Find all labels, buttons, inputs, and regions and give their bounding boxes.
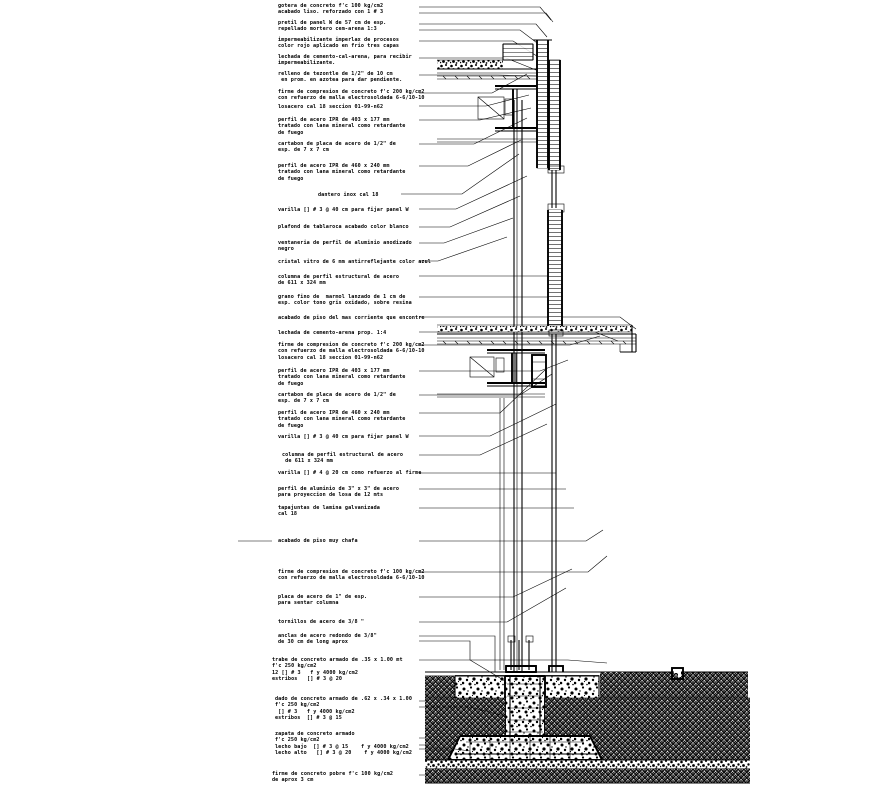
annotation-note	[278, 505, 380, 518]
annotation-note	[275, 696, 412, 722]
curtain-wall-mullion-lower	[548, 210, 562, 332]
annotation-note	[278, 569, 425, 582]
annotation-line: cartabon de placa de acero de 1/2" de	[278, 141, 396, 147]
annotation-line: grano fino de marmol lanzado de 1 cm de	[278, 294, 406, 300]
annotation-line: tratado con lana mineral como retardante	[278, 123, 406, 130]
annotation-line: de aprox 3 cm	[272, 777, 314, 784]
glazing-upper	[548, 166, 564, 212]
annotation-line: gotera de concreto f'c 100 kg/cm2	[278, 3, 384, 9]
annotation-line: tornillos de acero de 3/8 "	[278, 619, 365, 625]
annotation-note	[278, 368, 405, 387]
annotation-line: f'c 250 kg/cm2	[275, 702, 320, 709]
annotation-line: estribos [] # 3 @ 15	[275, 715, 342, 722]
annotation-note	[278, 342, 425, 361]
annotation-line: [] # 3 f y 4000 kg/cm2	[275, 708, 355, 715]
annotation-line: esp. de 7 x 7 cm	[278, 147, 329, 154]
annotation-note	[272, 771, 393, 784]
curtain-wall-mullion-upper	[549, 60, 560, 170]
annotation-line: 12 [] # 3 f y 4000 kg/cm2	[272, 669, 359, 676]
annotation-note	[278, 274, 399, 287]
annotation-note	[278, 37, 399, 50]
annotation-note	[278, 71, 402, 84]
annotation-line: varilla [] # 4 @ 20 cm como refuerzo al firme	[278, 470, 422, 476]
annotation-line: lecho alto [] # 3 @ 20 f y 4000 kg/cm2	[275, 750, 413, 757]
annotation-line: esp. color tono gris oxidado, sobre resina	[278, 300, 412, 307]
annotation-line: firme de compresion de concreto f'c 100 kg/cm2	[278, 569, 425, 575]
annotation-line: en prom. en azotea para dar pendiente.	[278, 77, 403, 84]
annotation-line: perfil de aluminio de 3" x 3" de acero	[278, 486, 400, 492]
annotation-note	[318, 192, 379, 198]
annotation-line: plafond de tablaroca acabado color blanco	[278, 224, 409, 230]
annotation-note	[278, 470, 421, 476]
annotation-line: para sentar columna	[278, 600, 339, 607]
glazing-lower	[549, 330, 563, 674]
annotation-line: perfil de acero IPR de 460 x 240 mm	[278, 163, 390, 169]
annotation-line: dantero inox cal 18	[318, 192, 379, 198]
annotation-line: tratado con lana mineral como retardante	[278, 374, 406, 381]
annotation-note	[278, 392, 396, 405]
annotation-note	[275, 731, 412, 757]
annotation-note	[278, 434, 409, 440]
annotation-note	[278, 20, 386, 33]
annotation-line: zapata de concreto armado	[275, 731, 355, 737]
annotation-note	[278, 619, 364, 625]
annotation-note	[278, 3, 383, 16]
annotation-line: con refuerzo de malla electrosoldada 6-6/10-10	[278, 575, 425, 582]
annotation-line: de fuego	[278, 380, 304, 387]
annotation-line: varilla [] # 3 @ 40 cm para fijar panel W	[278, 207, 409, 213]
annotation-line: firme de compresion de concreto f'c 200 kg/cm2	[278, 89, 425, 95]
annotation-line: tratado con lana mineral como retardante	[278, 169, 406, 176]
annotation-line: impermeabilizante.	[278, 60, 336, 67]
annotation-line: perfil de acero IPR de 403 x 177 mm	[278, 368, 390, 374]
annotation-note	[278, 163, 405, 182]
annotation-line: lechada de cemento-cal-arena, para recibir	[278, 54, 412, 60]
annotation-line: de 611 x 324 mm	[282, 458, 333, 465]
annotation-line: acabado de piso del mas corriente que encontre	[278, 315, 425, 321]
annotation-line: firme de compresion de concreto f'c 200 kg/cm2	[278, 342, 425, 348]
annotation-note	[278, 330, 386, 336]
floor-slab-assembly	[437, 325, 636, 397]
annotation-line: esp. de 7 x 7 cm	[278, 398, 329, 405]
annotation-line: para proyeccion de losa de 12 mts	[278, 492, 384, 499]
annotation-note	[278, 410, 405, 429]
annotation-line: columna de perfil estructural de acero	[278, 274, 400, 280]
annotation-note	[278, 294, 412, 307]
annotation-line: f'c 250 kg/cm2	[272, 663, 317, 670]
annotation-note	[278, 141, 396, 154]
annotation-line: con refuerzo de malla electrosoldada 6-6/10-10	[278, 348, 425, 355]
annotation-line: perfil de acero IPR de 460 x 240 mm	[278, 410, 390, 416]
annotation-line: tratado con lana mineral como retardante	[278, 416, 406, 423]
annotation-note	[272, 657, 403, 683]
annotation-line: negro	[278, 246, 294, 253]
annotation-note	[278, 117, 405, 136]
annotation-note	[278, 224, 409, 230]
annotation-line: acabado liso. reforzado con 1 # 3	[278, 9, 384, 16]
annotation-line: estribos [] # 3 @ 20	[272, 676, 343, 683]
annotation-line: firme de concreto pobre f'c 100 kg/cm2	[272, 771, 394, 777]
annotation-line: con refuerzo de malla electrosoldada 6-6/10-10	[278, 95, 425, 102]
annotation-line: losacero cal 18 seccion 01-99-n62	[278, 354, 384, 361]
annotation-note	[278, 486, 399, 499]
annotation-line: lecho bajo [] # 3 @ 15 f y 4000 kg/cm2	[275, 743, 409, 750]
annotation-note	[278, 315, 425, 321]
annotation-line: impermeabilizante imperlax de procesos	[278, 37, 400, 43]
annotation-line: columna de perfil estructural de acero	[282, 452, 404, 458]
annotation-line: f'c 250 kg/cm2	[275, 737, 320, 744]
annotation-line: cartabon de placa de acero de 1/2" de	[278, 392, 396, 398]
annotation-line: dado de concreto armado de .62 x .34 x 1.00	[275, 696, 413, 702]
annotation-line: perfil de acero IPR de 403 x 177 mm	[278, 117, 390, 123]
annotation-note	[278, 594, 367, 607]
annotation-line: lechada de cemento-arena prop. 1:4	[278, 330, 387, 336]
annotation-line: de 30 cm de long aprox	[278, 639, 349, 646]
annotation-note	[278, 240, 412, 253]
annotation-note	[278, 104, 383, 110]
annotation-note	[278, 54, 412, 67]
annotation-line: tapajuntas de lamina galvanizada	[278, 505, 380, 511]
annotation-line: de fuego	[278, 129, 304, 136]
annotation-line: anclas de acero redondo de 3/8"	[278, 633, 377, 639]
annotation-line: pretil de panel W de 57 cm de esp.	[278, 20, 387, 26]
annotation-line: de fuego	[278, 175, 304, 182]
annotation-note	[278, 633, 377, 646]
annotation-note	[278, 89, 425, 102]
annotation-line: cal 18	[278, 511, 298, 518]
annotation-line: de fuego	[278, 422, 304, 429]
annotation-line: trabe de concreto armado de .35 x 1.00 mt	[272, 657, 403, 663]
annotation-line: cristal vitro de 6 mm antirreflejante color azul	[278, 259, 431, 265]
annotation-note	[282, 452, 403, 465]
annotation-line: ventaneria de perfil de aluminio anodizado	[278, 240, 412, 246]
annotation-note	[278, 259, 431, 265]
annotation-line: varilla [] # 3 @ 40 cm para fijar panel W	[278, 434, 409, 440]
annotation-note	[278, 207, 409, 213]
annotation-line: de 611 x 324 mm	[278, 280, 326, 287]
annotation-note	[278, 538, 358, 544]
annotation-line: relleno de tezontle de 1/2" de 10 cm	[278, 71, 393, 77]
annotation-line: placa de acero de 1" de esp.	[278, 594, 368, 600]
vertical-reference-lines	[500, 398, 504, 670]
annotation-line: losacero cal 18 seccion 01-99-n62	[278, 104, 384, 110]
annotation-line: acabado de piso muy chafa	[278, 538, 358, 544]
annotation-line: repellado mortero cem-arena 1:3	[278, 26, 377, 33]
annotation-line: color rojo aplicado en frio tres capas	[278, 43, 400, 50]
foundation-zone	[425, 636, 750, 783]
leader-lines-floor	[419, 317, 636, 508]
